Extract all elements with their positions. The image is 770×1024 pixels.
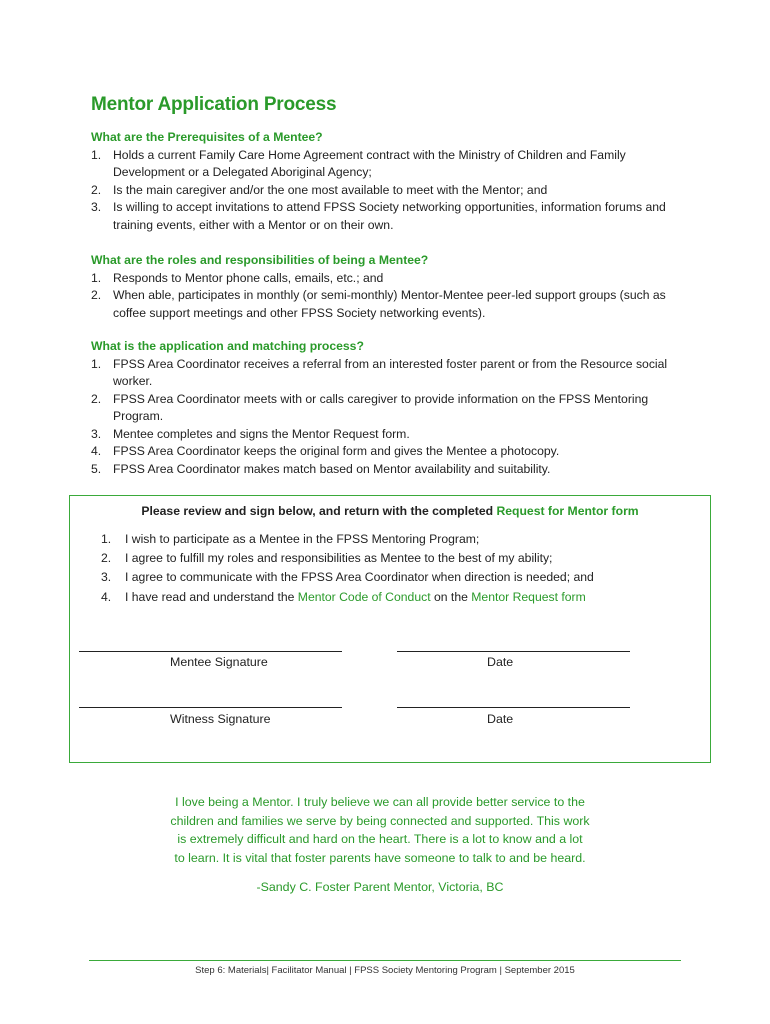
quote-line: to learn. It is vital that foster parents have someone to talk to and be heard. xyxy=(174,850,586,865)
list-item xyxy=(91,426,691,444)
mentor-request-form-link[interactable]: Mentor Request form xyxy=(471,589,586,604)
list-item-text: FPSS Area Coordinator receives a referral from an interested foster parent or from the Resource social worker. xyxy=(113,356,668,388)
list-item xyxy=(101,588,681,607)
process-list xyxy=(91,356,691,479)
quote-line: is extremely difficult and hard on the heart. There is a lot to know and a lot xyxy=(177,832,583,847)
roles-section xyxy=(91,252,691,322)
list-item-text: FPSS Area Coordinator makes match based on Mentor availability and suitability. xyxy=(113,461,551,476)
list-item xyxy=(91,182,691,200)
date-line-2[interactable] xyxy=(397,707,630,708)
testimonial-quote xyxy=(130,793,630,897)
list-item xyxy=(91,287,691,322)
list-item-text: I agree to fulfill my roles and responsibilities as Mentee to the best of my ability; xyxy=(125,551,553,566)
page-title: Mentor Application Process xyxy=(91,94,337,115)
list-item-text: I wish to participate as a Mentee in the FPSS Mentoring Program; xyxy=(125,532,480,546)
list-number: 1. xyxy=(101,532,112,546)
witness-signature-line[interactable] xyxy=(79,707,342,708)
list-item xyxy=(91,270,691,288)
date-label-2: Date xyxy=(487,712,514,726)
section-heading: What is the application and matching process? xyxy=(91,339,364,353)
list-item xyxy=(101,568,681,587)
list-item xyxy=(91,443,691,461)
list-number: 1. xyxy=(91,270,102,285)
list-item xyxy=(91,461,691,479)
list-item xyxy=(91,356,691,391)
request-for-mentor-form-link[interactable]: Request for Mentor form xyxy=(496,504,639,518)
witness-signature-label: Witness Signature xyxy=(170,712,271,726)
box-intro xyxy=(70,504,710,518)
prerequisites-section xyxy=(91,129,691,234)
quote-line: I love being a Mentor. I truly believe we can all provide better service to the xyxy=(175,795,585,809)
list-item-text: FPSS Area Coordinator meets with or calls caregiver to provide information on the FPSS Mentoring Program. xyxy=(113,391,649,423)
process-section xyxy=(91,338,691,478)
list-number: 4. xyxy=(101,589,112,604)
section-heading: What are the roles and responsibilities of being a Mentee? xyxy=(91,253,429,267)
page-footer: Step 6: Materials| Facilitator Manual | FPSS Society Mentoring Program | September 2015 xyxy=(195,965,575,976)
list-item xyxy=(91,199,691,234)
list-item-text: Responds to Mentor phone calls, emails, etc.; and xyxy=(113,270,384,285)
agreement-list xyxy=(101,530,681,607)
list-item xyxy=(101,530,681,549)
list-item-text: I have read and understand the xyxy=(125,589,295,604)
list-number: 1. xyxy=(91,356,102,371)
list-number: 4. xyxy=(91,444,102,458)
list-item xyxy=(101,549,681,568)
mentee-signature-line[interactable] xyxy=(79,651,342,652)
list-number: 1. xyxy=(91,147,102,162)
signature-box xyxy=(69,495,711,763)
list-number: 2. xyxy=(91,182,102,197)
list-item-text: Holds a current Family Care Home Agreement contract with the Ministry of Children and Family Development or a Delegated Aboriginal Agency; xyxy=(113,147,626,179)
list-item-text: FPSS Area Coordinator keeps the original form and gives the Mentee a photocopy. xyxy=(113,444,560,458)
list-item xyxy=(91,391,691,426)
list-number: 2. xyxy=(91,391,102,406)
list-number: 2. xyxy=(91,288,102,302)
list-item-text: Mentee completes and signs the Mentor Request form. xyxy=(113,426,410,441)
list-item-text: I agree to communicate with the FPSS Area Coordinator when direction is needed; and xyxy=(125,570,594,585)
list-item-text: Is willing to accept invitations to attend FPSS Society networking opportunities, information forums and training events, either with a Mentor or on their own. xyxy=(113,200,666,232)
list-item-text: Is the main caregiver and/or the one most available to meet with the Mentor; and xyxy=(113,182,548,197)
list-number: 3. xyxy=(91,200,102,214)
list-item xyxy=(91,147,691,182)
date-label-1: Date xyxy=(487,655,514,669)
quote-line: children and families we serve by being connected and supported. This work xyxy=(170,813,590,828)
footer-divider xyxy=(89,960,681,961)
list-number: 2. xyxy=(101,551,112,566)
list-number: 3. xyxy=(101,570,112,585)
agreement-list-wrap xyxy=(101,530,681,607)
list-item-text: on the xyxy=(433,589,468,604)
list-number: 3. xyxy=(91,426,102,441)
mentee-signature-label: Mentee Signature xyxy=(170,655,268,669)
mentor-code-of-conduct-link[interactable]: Mentor Code of Conduct xyxy=(297,589,431,604)
box-intro-text: Please review and sign below, and return with the completed xyxy=(141,504,494,518)
quote-author: -Sandy C. Foster Parent Mentor, Victoria, BC xyxy=(256,880,504,895)
roles-list xyxy=(91,270,691,323)
list-item-text: When able, participates in monthly (or semi-monthly) Mentor-Mentee peer-led support groups (such as coffee support meetings and other FPSS Society networking events). xyxy=(113,288,666,320)
section-heading: What are the Prerequisites of a Mentee? xyxy=(91,130,323,144)
prerequisites-list xyxy=(91,147,691,235)
list-number: 5. xyxy=(91,461,102,476)
date-line-1[interactable] xyxy=(397,651,630,652)
